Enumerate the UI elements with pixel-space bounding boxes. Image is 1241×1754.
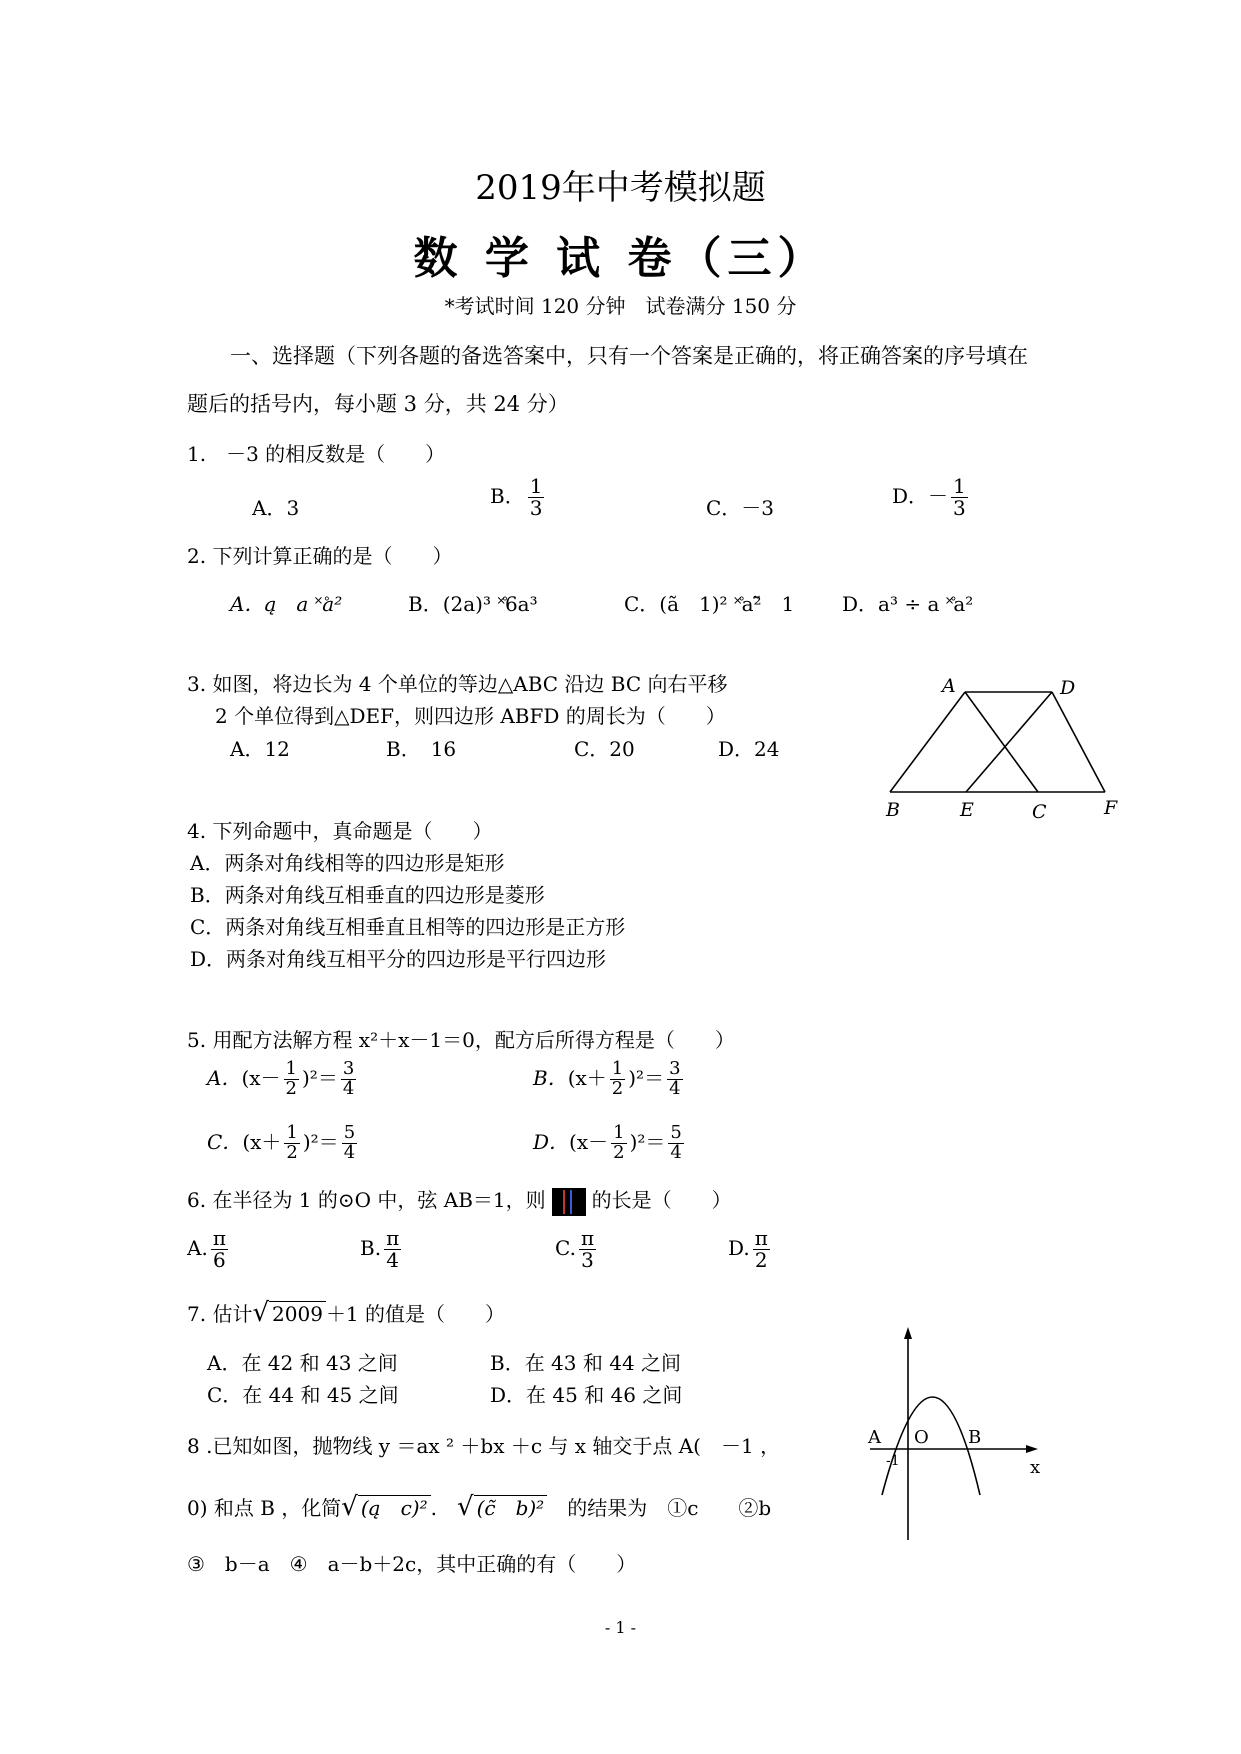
q2-stem: 2. 下列计算正确的是（ ） xyxy=(187,544,453,568)
q6-stem: 6. 在半径为 1 的⊙O 中，弦 AB＝1，则 的长是（ ） xyxy=(187,1184,732,1216)
arc-ab-image xyxy=(552,1188,586,1216)
q4-option-c: C．两条对角线互相垂直且相等的四边形是正方形 xyxy=(190,915,626,939)
edge-ac xyxy=(965,692,1038,792)
edge-df xyxy=(1052,692,1105,792)
exam-subtitle: *考试时间 120 分钟 试卷满分 150 分 xyxy=(444,294,797,318)
label-minus-one: -1 xyxy=(886,1453,900,1469)
q2-option-a: A．ą a ˟̊a² xyxy=(230,592,343,616)
q2-option-d: D．a³ ÷ a ˟̊a² xyxy=(842,592,974,616)
label-b: B xyxy=(886,799,900,820)
q6-option-d: D. $\frac{\pi}{2}$ xyxy=(728,1226,768,1272)
section-intro-line1: 一、选择题（下列各题的备选答案中，只有一个答案是正确的，将正确答案的序号填在 xyxy=(230,344,1028,368)
q1-option-d: D．－ $\frac{1}{3}$ xyxy=(892,474,966,520)
q2-option-c: C．(ã 1)² ˟̊a²̃ 1 xyxy=(624,592,795,616)
q3-option-c: C．20 xyxy=(574,737,635,761)
q3-option-a: A．12 xyxy=(230,737,290,761)
q1-option-a: A．3 xyxy=(252,496,300,520)
edge-de xyxy=(966,692,1052,792)
exam-title: 2019年中考模拟题 xyxy=(475,168,766,208)
label-a: A xyxy=(868,1427,881,1448)
q5-option-c: C．(x＋ $\frac{1}{2}$ )²＝ $\frac{5}{4}$ xyxy=(207,1122,356,1163)
q3-option-b: B． 16 xyxy=(386,737,457,761)
q6-option-a: A. $\frac{\pi}{6}$ xyxy=(187,1226,226,1272)
q4-option-a: A．两条对角线相等的四边形是矩形 xyxy=(190,851,505,875)
q8-line2: 0) 和点 B ，化简√ (ą c)² . √ (c̃ b)² 的结果为 ①c ②b xyxy=(187,1492,772,1522)
label-o: O xyxy=(914,1427,929,1448)
q3-triangle-figure xyxy=(880,670,1140,820)
q8-line1: 8 .已知如图，抛物线 y ＝ax ² ＋bx ＋c 与 x 轴交于点 A( －1 ， xyxy=(187,1434,781,1458)
q3-line1: 3. 如图，将边长为 4 个单位的等边△ABC 沿边 BC 向右平移 xyxy=(187,672,728,696)
label-e: E xyxy=(960,799,974,820)
radicand-2009: 2009 xyxy=(269,1301,326,1326)
q1-option-c: C．－3 xyxy=(706,496,775,520)
q3-line2: 2 个单位得到△DEF，则四边形 ABFD 的周长为（ ） xyxy=(215,704,726,728)
q5-option-a: A．(x－ $\frac{1}{2}$ )²＝ $\frac{3}{4}$ xyxy=(207,1058,355,1099)
radical-2: (c̃ b)² xyxy=(474,1495,548,1520)
label-x: x xyxy=(1030,1457,1041,1478)
q7-option-c: C．在 44 和 45 之间 xyxy=(207,1383,399,1407)
parabola-curve xyxy=(882,1397,980,1495)
x-axis-arrow xyxy=(1026,1445,1038,1453)
q7-option-b: B．在 43 和 44 之间 xyxy=(490,1351,682,1375)
q4-stem: 4. 下列命题中，真命题是（ ） xyxy=(187,819,493,843)
edge-ab xyxy=(890,692,965,792)
label-d: D xyxy=(1060,677,1076,699)
label-c: C xyxy=(1032,801,1047,820)
q7-stem: 7. 估计√ 2009 ＋1 的值是（ ） xyxy=(187,1298,506,1328)
q8-line3: ③ b－a ④ a－b＋2c，其中正确的有（ ） xyxy=(187,1552,637,1576)
q3-option-d: D．24 xyxy=(718,737,780,761)
y-axis-arrow xyxy=(904,1327,912,1339)
q5-option-b: B．(x＋ $\frac{1}{2}$ )²＝ $\frac{3}{4}$ xyxy=(533,1058,681,1099)
q4-option-d: D．两条对角线互相平分的四边形是平行四边形 xyxy=(190,947,607,971)
q5-option-d: D．(x－ $\frac{1}{2}$ )²＝ $\frac{5}{4}$ xyxy=(533,1122,682,1163)
section-intro-line2: 题后的括号内，每小题 3 分，共 24 分） xyxy=(187,392,569,416)
q4-option-b: B．两条对角线互相垂直的四边形是菱形 xyxy=(190,883,545,907)
q1-option-b: B． $\frac{1}{3}$ xyxy=(490,474,543,520)
q2-option-b: B．(2a)³ ˟̊6a³ xyxy=(408,592,538,616)
q1-stem: 1. －3 的相反数是（ ） xyxy=(187,442,446,466)
q7-option-a: A．在 42 和 43 之间 xyxy=(207,1351,398,1375)
page-number: - 1 - xyxy=(604,1618,637,1637)
label-f: F xyxy=(1104,797,1118,819)
q6-option-b: B. $\frac{\pi}{4}$ xyxy=(360,1226,400,1272)
label-a: A xyxy=(942,675,956,697)
q5-stem: 5. 用配方法解方程 x²＋x－1＝0，配方后所得方程是（ ） xyxy=(187,1028,735,1052)
q7-option-d: D．在 45 和 46 之间 xyxy=(490,1383,683,1407)
radical-1: (ą c)² xyxy=(358,1495,431,1520)
q6-option-c: C. $\frac{\pi}{3}$ xyxy=(555,1226,595,1272)
paper-title: 数 学 试 卷（三） xyxy=(413,233,828,284)
label-b: B xyxy=(968,1427,982,1448)
q8-parabola-figure xyxy=(850,1325,1050,1545)
